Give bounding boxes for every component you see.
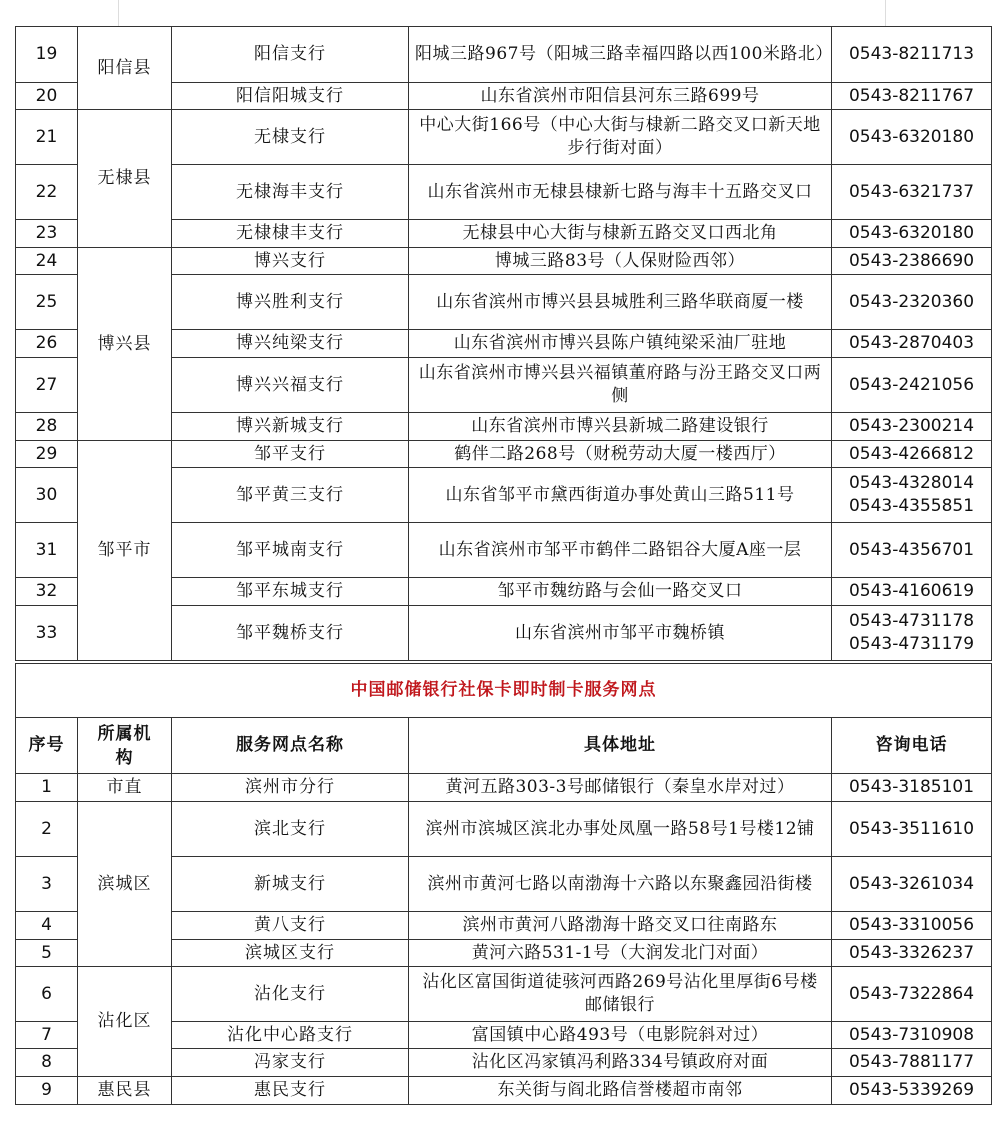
branch-address: 博城三路83号（人保财险西邻） [409,248,832,275]
phone-number: 0543-5339269 [848,1080,975,1100]
branch-name: 阳信阳城支行 [172,83,409,110]
row-number: 4 [16,912,78,940]
row-number: 5 [16,940,78,967]
branch-name: 博兴纯梁支行 [172,330,409,358]
table-row [16,774,992,802]
phone-cell [832,578,992,606]
org-cell: 无棣县 [78,110,172,248]
row-number: 6 [16,967,78,1022]
phone-number: 0543-6320180 [848,126,975,147]
header-branch: 服务网点名称 [172,718,409,774]
phone-cell [832,83,992,110]
phone-number: 0543-7310908 [848,1024,975,1045]
branch-name: 邹平支行 [172,441,409,468]
branch-address: 东关街与阎北路信誉楼超市南邻 [409,1077,832,1105]
table-row [16,967,992,1022]
row-number: 1 [16,774,78,802]
org-cell: 邹平市 [78,441,172,661]
branch-name: 滨城区支行 [172,940,409,967]
phone-cell [832,275,992,330]
header-org: 所属机构 [78,718,172,774]
top-edge-line [118,0,119,26]
phone-cell [832,413,992,441]
phone-number: 0543-4356701 [848,539,975,560]
branch-name: 邹平城南支行 [172,523,409,578]
phone-number: 0543-4731178 [848,611,975,631]
phone-number: 0543-3261034 [848,873,975,894]
phone-number: 0543-4328014 [848,473,975,493]
phone-number: 0543-3185101 [848,777,975,797]
header-row [16,718,992,774]
row-number: 25 [16,275,78,330]
branch-address: 富国镇中心路493号（电影院斜对过） [409,1022,832,1049]
table-row [16,110,992,165]
branch-address: 山东省滨州市博兴县县城胜利三路华联商厦一楼 [409,275,832,330]
header-phone: 咨询电话 [832,718,992,774]
phone-number: 0543-4355851 [848,496,975,516]
branch-name: 阳信支行 [172,27,409,83]
branch-name: 博兴兴福支行 [172,358,409,413]
phone-cell [832,110,992,165]
phone-cell [832,1049,992,1077]
branch-address: 滨州市黄河七路以南渤海十六路以东聚鑫园沿街楼 [409,857,832,912]
phone-number: 0543-8211713 [848,44,975,64]
branch-name: 黄八支行 [172,912,409,940]
phone-cell [832,248,992,275]
phone-number: 0543-6320180 [848,223,975,243]
branch-address: 黄河六路531-1号（大润发北门对面） [409,940,832,967]
branch-name: 沾化中心路支行 [172,1022,409,1049]
branch-name: 无棣棣丰支行 [172,220,409,248]
branch-name: 冯家支行 [172,1049,409,1077]
phone-cell [832,1077,992,1105]
phone-cell [832,967,992,1022]
row-number: 3 [16,857,78,912]
branch-address: 中心大街166号（中心大街与棣新二路交叉口新天地步行街对面） [409,110,832,165]
branch-address: 山东省滨州市博兴县新城二路建设银行 [409,413,832,441]
section-title-row [16,664,992,718]
branch-address: 山东省滨州市博兴县兴福镇董府路与汾王路交叉口两侧 [409,358,832,413]
branch-address: 滨州市滨城区滨北办事处凤凰一路58号1号楼12铺 [409,802,832,857]
social-card-service-table [15,663,992,1105]
top-edge-line [885,0,886,26]
row-number: 31 [16,523,78,578]
phone-cell [832,441,992,468]
row-number: 24 [16,248,78,275]
phone-cell [832,606,992,661]
branch-address: 滨州市黄河八路渤海十路交叉口往南路东 [409,912,832,940]
branch-name: 博兴胜利支行 [172,275,409,330]
phone-number: 0543-2421056 [848,374,975,395]
phone-cell [832,27,992,83]
branch-name: 无棣支行 [172,110,409,165]
branch-address: 无棣县中心大街与棣新五路交叉口西北角 [409,220,832,248]
branch-address: 鹤伴二路268号（财税劳动大厦一楼西厅） [409,441,832,468]
row-number: 30 [16,468,78,523]
phone-number: 0543-3310056 [848,915,975,935]
phone-cell [832,802,992,857]
phone-number: 0543-2870403 [848,333,975,353]
row-number: 7 [16,1022,78,1049]
org-cell: 滨城区 [78,802,172,967]
branch-address: 山东省滨州市阳信县河东三路699号 [409,83,832,110]
phone-cell [832,165,992,220]
row-number: 33 [16,606,78,661]
branch-name: 无棣海丰支行 [172,165,409,220]
branch-name: 邹平魏桥支行 [172,606,409,661]
phone-cell [832,1022,992,1049]
phone-cell [832,358,992,413]
org-cell: 阳信县 [78,27,172,110]
branch-address: 阳城三路967号（阳城三路幸福四路以西100米路北） [409,27,832,83]
row-number: 27 [16,358,78,413]
row-number: 23 [16,220,78,248]
branch-name: 博兴支行 [172,248,409,275]
header-address: 具体地址 [409,718,832,774]
header-no: 序号 [16,718,78,774]
phone-number: 0543-2386690 [848,250,975,271]
row-number: 21 [16,110,78,165]
branch-name: 滨北支行 [172,802,409,857]
phone-cell [832,912,992,940]
org-cell: 博兴县 [78,248,172,441]
row-number: 19 [16,27,78,83]
row-number: 8 [16,1049,78,1077]
phone-cell [832,468,992,523]
branch-address: 沾化区冯家镇冯利路334号镇政府对面 [409,1049,832,1077]
phone-number: 0543-3326237 [848,942,975,963]
phone-number: 0543-3511610 [848,818,975,839]
branch-address: 山东省滨州市邹平市鹤伴二路铝谷大厦A座一层 [409,523,832,578]
branch-table-continued [15,26,992,661]
phone-number: 0543-7881177 [848,1052,975,1072]
row-number: 26 [16,330,78,358]
section-title: 中国邮储银行社保卡即时制卡服务网点 [16,664,992,718]
branch-address: 沾化区富国街道徒骇河西路269号沾化里厚街6号楼邮储银行 [409,967,832,1022]
branch-name: 滨州市分行 [172,774,409,802]
table-row [16,802,992,857]
branch-address: 山东省邹平市黛西街道办事处黄山三路511号 [409,468,832,523]
branch-address: 山东省滨州市邹平市魏桥镇 [409,606,832,661]
org-cell: 沾化区 [78,967,172,1077]
branch-name: 沾化支行 [172,967,409,1022]
row-number: 32 [16,578,78,606]
branch-address: 邹平市魏纺路与会仙一路交叉口 [409,578,832,606]
phone-number: 0543-4266812 [848,443,975,464]
phone-number: 0543-2300214 [848,416,975,436]
table-row [16,441,992,468]
row-number: 28 [16,413,78,441]
table-row [16,1077,992,1105]
phone-number: 0543-8211767 [848,85,975,106]
branch-address: 山东省滨州市无棣县棣新七路与海丰十五路交叉口 [409,165,832,220]
phone-cell [832,857,992,912]
table-row [16,27,992,83]
org-cell: 市直 [78,774,172,802]
table-row [16,248,992,275]
phone-cell [832,330,992,358]
phone-cell [832,220,992,248]
row-number: 20 [16,83,78,110]
row-number: 9 [16,1077,78,1105]
branch-name: 惠民支行 [172,1077,409,1105]
row-number: 22 [16,165,78,220]
phone-number: 0543-7322864 [848,983,975,1004]
phone-number: 0543-4160619 [848,581,975,601]
branch-name: 新城支行 [172,857,409,912]
phone-cell [832,940,992,967]
branch-address: 黄河五路303-3号邮储银行（秦皇水岸对过） [409,774,832,802]
org-cell: 惠民县 [78,1077,172,1105]
branch-name: 邹平东城支行 [172,578,409,606]
row-number: 29 [16,441,78,468]
branch-name: 邹平黄三支行 [172,468,409,523]
branch-address: 山东省滨州市博兴县陈户镇纯梁采油厂驻地 [409,330,832,358]
branch-name: 博兴新城支行 [172,413,409,441]
phone-cell [832,774,992,802]
phone-number: 0543-2320360 [848,291,975,312]
phone-cell [832,523,992,578]
phone-number: 0543-4731179 [848,634,975,654]
phone-number: 0543-6321737 [848,181,975,202]
row-number: 2 [16,802,78,857]
